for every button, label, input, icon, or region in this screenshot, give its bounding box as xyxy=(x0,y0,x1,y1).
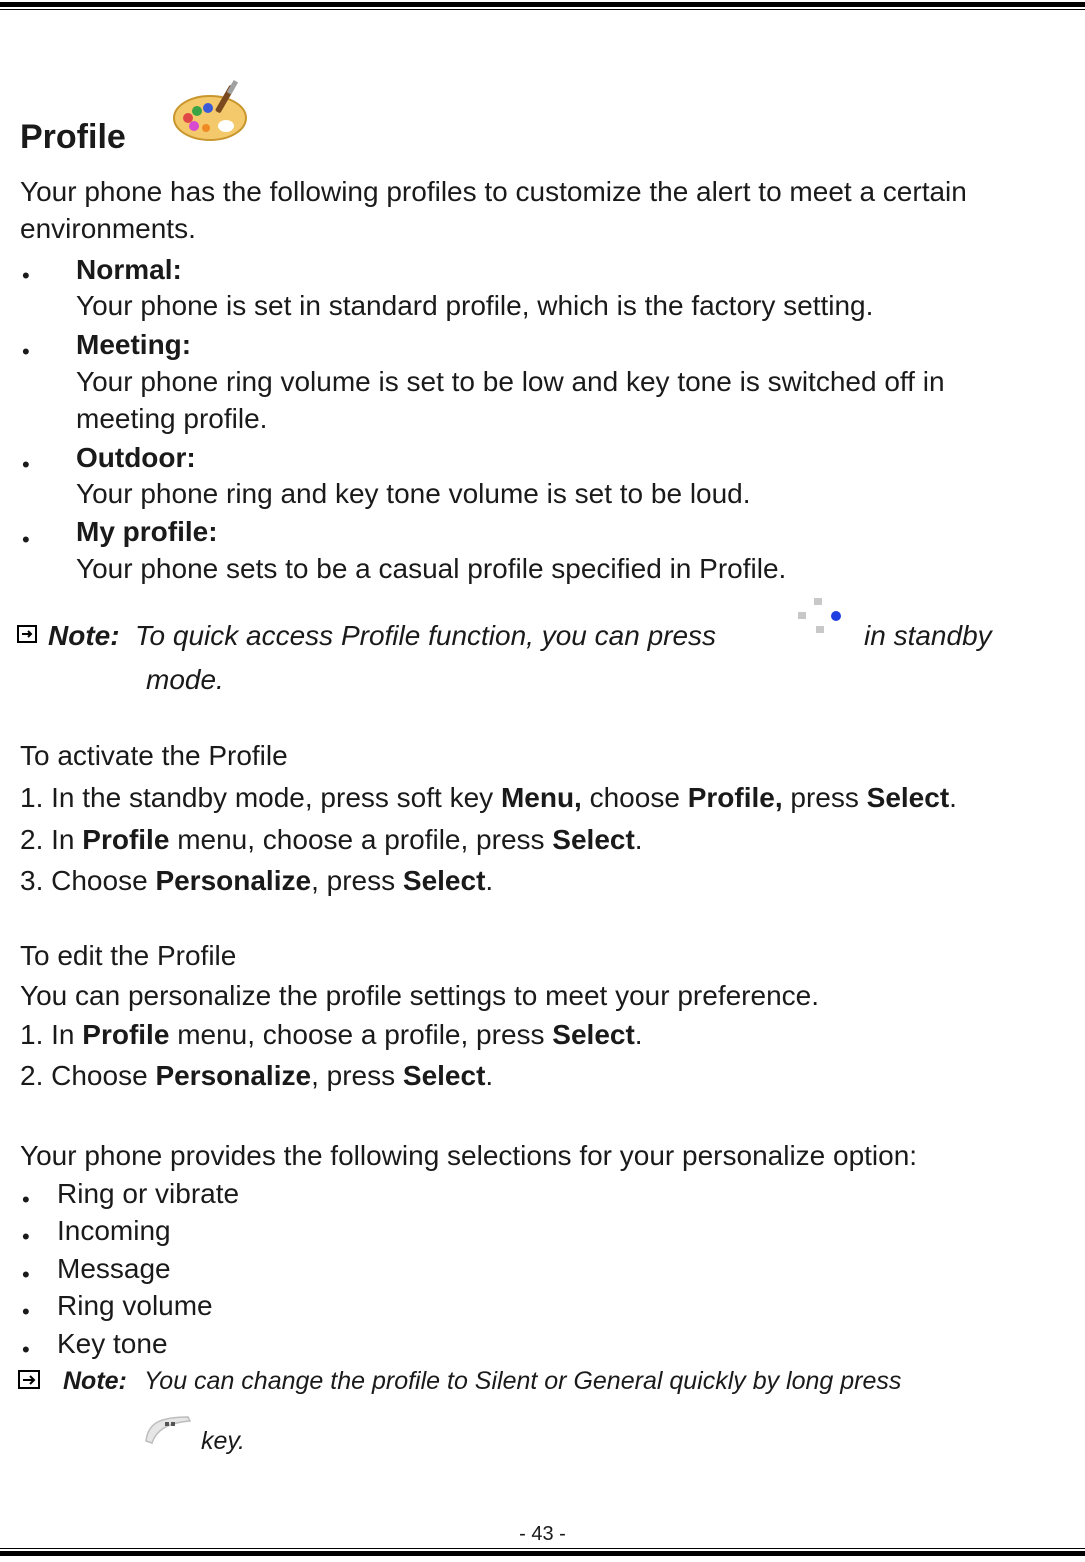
note-text-2: key. xyxy=(201,1427,245,1455)
profile-desc-normal: Your phone is set in standard profile, which is the factory setting. xyxy=(76,290,874,321)
edit-step-1: 1. In Profile menu, choose a profile, press Select. xyxy=(20,1019,643,1050)
bullet: • xyxy=(22,1224,30,1249)
bullet: • xyxy=(22,527,30,552)
edit-step-2: 2. Choose Personalize, press Select. xyxy=(20,1060,494,1091)
option-item: Ring volume xyxy=(57,1290,213,1321)
edit-subheading: You can personalize the profile settings to meet your preference. xyxy=(20,980,819,1011)
bullet: • xyxy=(22,263,30,288)
page-title: Profile xyxy=(20,118,126,156)
profile-desc-my-profile: Your phone sets to be a casual profile specified in Profile. xyxy=(76,553,787,584)
bullet: • xyxy=(22,1299,30,1324)
profile-desc-outdoor: Your phone ring and key tone volume is set to be loud. xyxy=(76,478,751,509)
option-item: Message xyxy=(57,1253,171,1284)
profile-name-outdoor: Outdoor: xyxy=(76,442,196,473)
note-icon xyxy=(18,1370,40,1389)
edit-heading: To edit the Profile xyxy=(20,940,237,971)
activate-step-2: 2. In Profile menu, choose a profile, press Select. xyxy=(20,824,643,855)
profile-name-my-profile: My profile: xyxy=(76,516,218,547)
page-number: - 43 - xyxy=(519,1523,566,1545)
note-text-3: mode. xyxy=(146,664,224,695)
note-label: Note: xyxy=(48,620,120,651)
navigation-key-icon xyxy=(790,594,848,640)
options-intro: Your phone provides the following selections for your personalize option: xyxy=(20,1140,918,1171)
option-item: Ring or vibrate xyxy=(57,1178,240,1209)
intro-line-1: Your phone has the following profiles to customize the alert to meet a certain xyxy=(20,176,967,207)
option-item: Key tone xyxy=(57,1328,168,1359)
hash-key-icon xyxy=(140,1413,196,1447)
note-text: You can change the profile to Silent or General quickly by long press xyxy=(144,1367,902,1395)
intro-line-2: environments. xyxy=(20,213,196,244)
profile-desc-meeting-1: Your phone ring volume is set to be low and key tone is switched off in xyxy=(76,366,945,397)
bullet: • xyxy=(22,339,30,364)
bullet: • xyxy=(22,1337,30,1362)
activate-heading: To activate the Profile xyxy=(20,740,288,771)
profile-desc-meeting-2: meeting profile. xyxy=(76,403,268,434)
option-item: Incoming xyxy=(57,1215,171,1246)
activate-step-1: 1. In the standby mode, press soft key Menu, choose Profile, press Select. xyxy=(20,782,957,813)
profile-name-normal: Normal: xyxy=(76,254,182,285)
bullet: • xyxy=(22,452,30,477)
bullet: • xyxy=(22,1262,30,1287)
palette-icon xyxy=(170,78,252,144)
note-text: To quick access Profile function, you can press xyxy=(135,620,717,651)
note-text-2: in standby xyxy=(864,620,992,651)
bullet: • xyxy=(22,1187,30,1212)
profile-name-meeting: Meeting: xyxy=(76,329,192,360)
note-icon xyxy=(17,625,37,643)
note-label: Note: xyxy=(63,1367,127,1395)
activate-step-3: 3. Choose Personalize, press Select. xyxy=(20,865,494,896)
